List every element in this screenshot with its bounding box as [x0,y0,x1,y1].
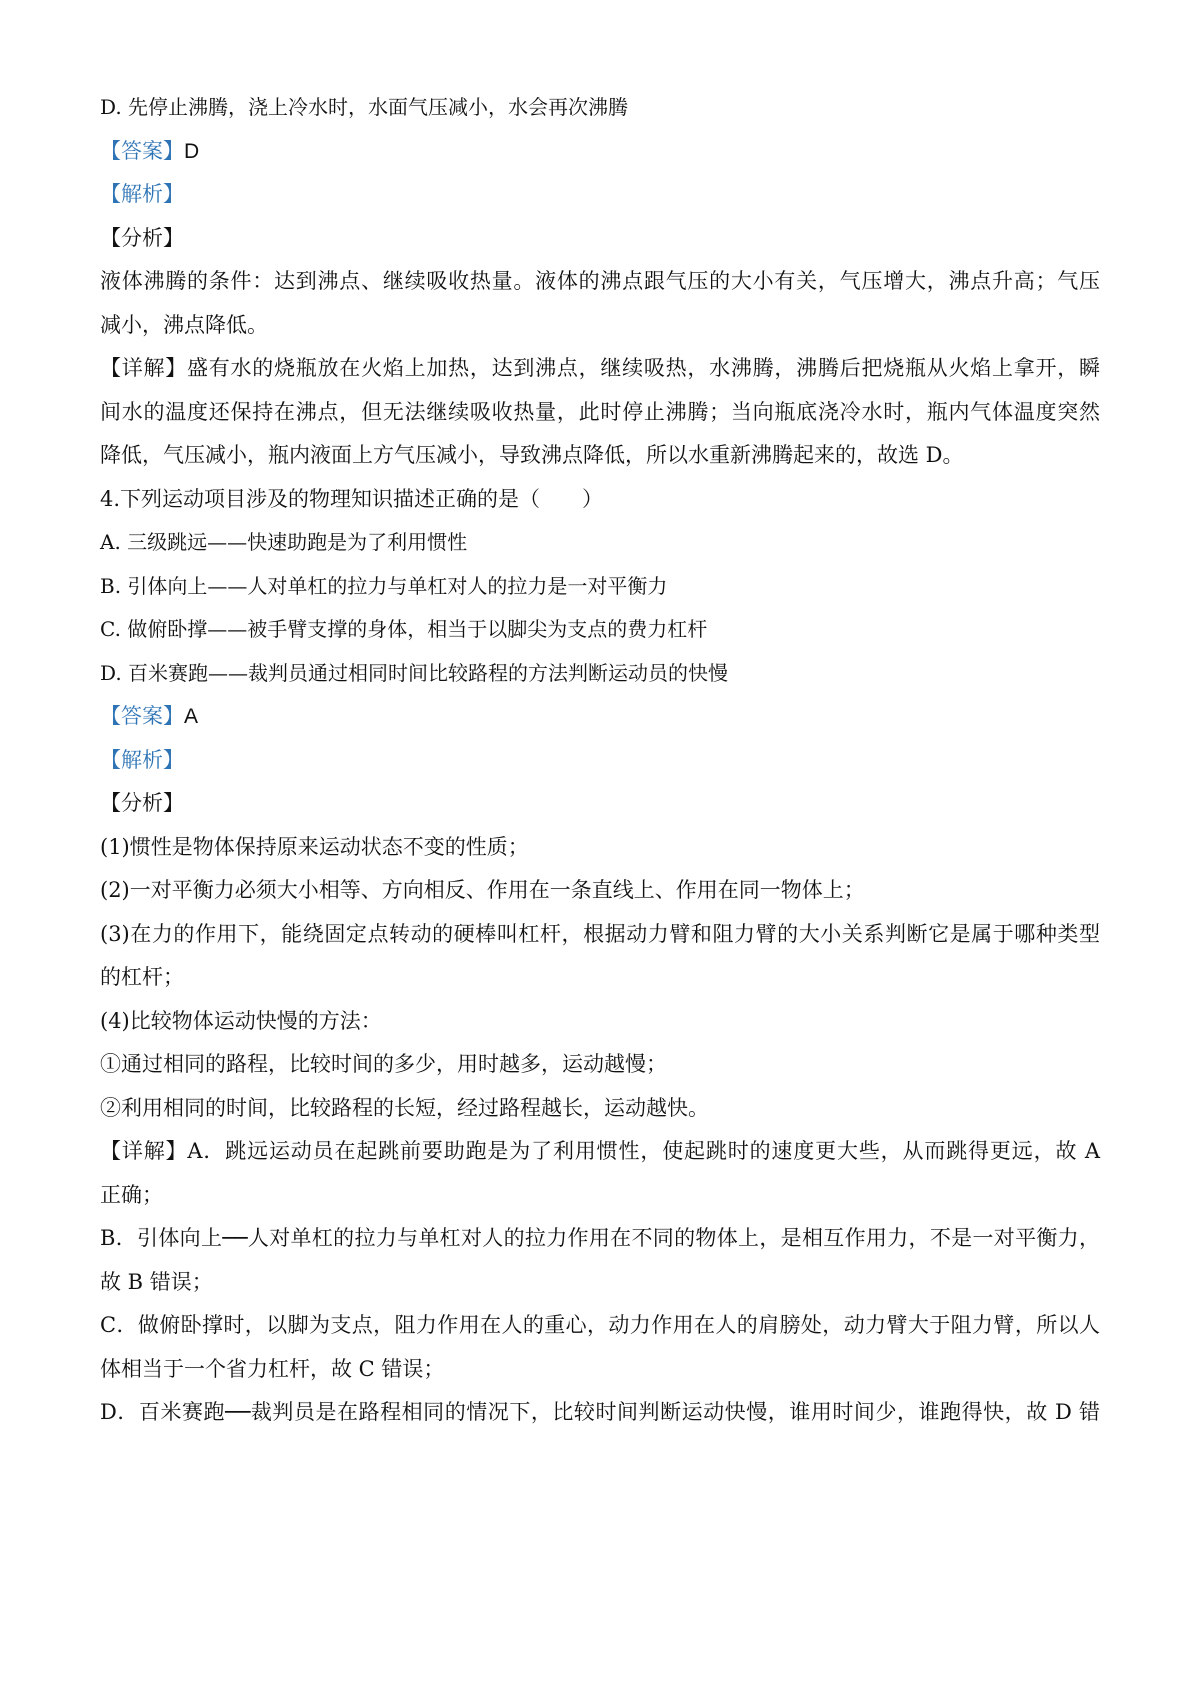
q4-answer-row [100,701,1100,731]
prev-fenxi-line-2: 减小，沸点降低。 [100,313,268,337]
q4-fenxi-line: 的杠杆； [100,965,184,989]
q4-option-c: C. 做俯卧撑——被手臂支撑的身体，相当于以脚尖为支点的费力杠杆 [100,617,708,641]
q4-fenxi-label: 【分析】 [100,791,184,815]
q4-fenxi-line: (2)一对平衡力必须大小相等、方向相反、作用在一条直线上、作用在同一物体上； [100,878,865,902]
q4-option-a: A. 三级跳远——快速助跑是为了利用惯性 [100,530,468,554]
q4-fenxi-line: ①通过相同的路程，比较时间的多少，用时越多，运动越慢； [100,1052,667,1076]
prev-fenxi-line-1: 液体沸腾的条件：达到沸点、继续吸收热量。液体的沸点跟气压的大小有关，气压增大，沸点升高；气压 [100,269,1100,293]
prev-analysis-label: 【解析】 [100,182,184,206]
q4-fenxi-line: (4)比较物体运动快慢的方法： [100,1009,382,1033]
prev-answer-row [100,136,1100,166]
prev-fenxi-label: 【分析】 [100,226,184,250]
q4-option-d: D. 百米赛跑——裁判员通过相同时间比较路程的方法判断运动员的快慢 [100,661,729,685]
q4-detail-line: B．引体向上──人对单杠的拉力与单杠对人的拉力作用在不同的物体上，是相互作用力，不是一对平衡力， [100,1226,1100,1250]
q4-detail-line: D．百米赛跑──裁判员是在路程相同的情况下，比较时间判断运动快慢，谁用时间少，谁跑得快，故 D 错 [100,1400,1100,1424]
answer-label: 【答案】 [100,704,184,728]
answer-value: A [184,705,199,728]
question-4-stem: 4.下列运动项目涉及的物理知识描述正确的是（ ） [100,487,604,511]
prev-option-d: D. 先停止沸腾，浇上冷水时，水面气压减小，水会再次沸腾 [100,95,629,119]
answer-label: 【答案】 [100,139,184,163]
q4-detail-line: C．做俯卧撑时，以脚为支点，阻力作用在人的重心，动力作用在人的肩膀处，动力臂大于阻力臂，所以人 [100,1313,1100,1337]
q4-analysis-label: 【解析】 [100,748,184,772]
q4-detail-line: 体相当于一个省力杠杆，故 C 错误； [100,1357,445,1381]
prev-detail-line-1: 【详解】盛有水的烧瓶放在火焰上加热，达到沸点，继续吸热，水沸腾，沸腾后把烧瓶从火焰上拿开，瞬 [100,356,1100,380]
q4-detail-line: 故 B 错误； [100,1270,213,1294]
prev-detail-line-2: 间水的温度还保持在沸点，但无法继续吸收热量，此时停止沸腾；当向瓶底浇冷水时，瓶内气体温度突然 [100,400,1100,424]
q4-option-b: B. 引体向上——人对单杠的拉力与单杠对人的拉力是一对平衡力 [100,574,668,598]
q4-fenxi-line: ②利用相同的时间，比较路程的长短，经过路程越长，运动越快。 [100,1096,709,1120]
q4-fenxi-line: (3)在力的作用下，能绕固定点转动的硬棒叫杠杆，根据动力臂和阻力臂的大小关系判断它是属于哪种类型 [100,922,1100,946]
q4-fenxi-line: (1)惯性是物体保持原来运动状态不变的性质； [100,835,529,859]
prev-detail-line-3: 降低，气压减小，瓶内液面上方气压减小，导致沸点降低，所以水重新沸腾起来的，故选 D。 [100,443,964,467]
q4-detail-line: 正确； [100,1183,163,1207]
answer-value: D [184,140,200,163]
q4-detail-line: 【详解】A．跳远运动员在起跳前要助跑是为了利用惯性，使起跳时的速度更大些，从而跳得更远，故 A [100,1139,1100,1163]
